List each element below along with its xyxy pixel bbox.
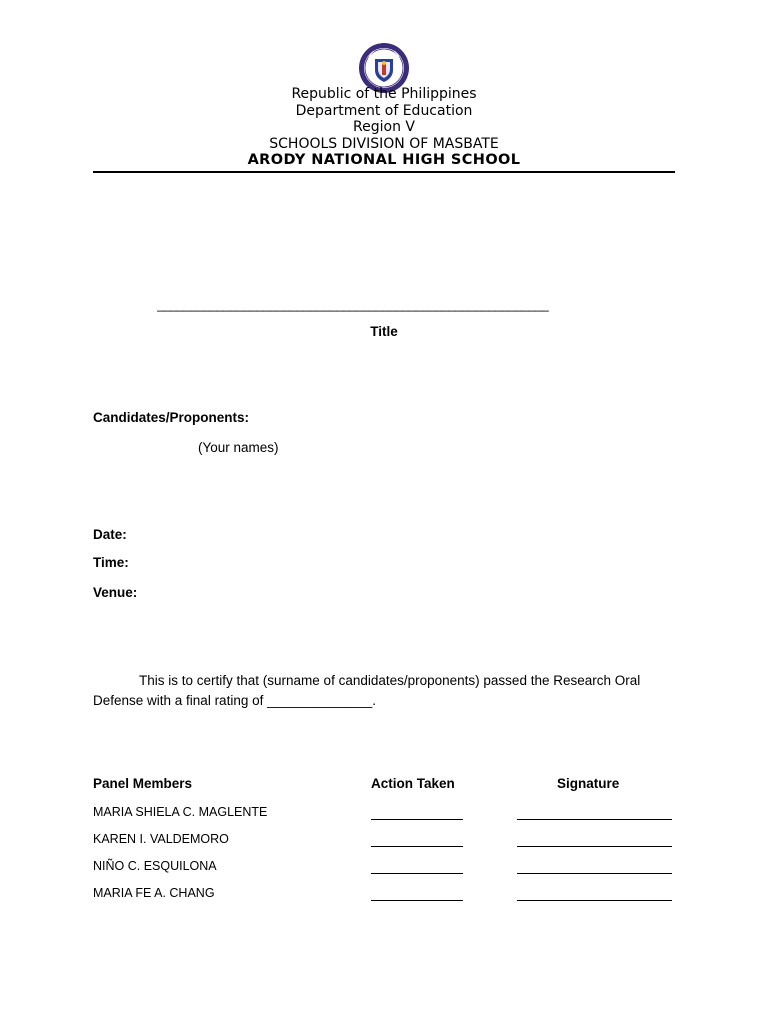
- header-department: Department of Education: [295, 102, 473, 119]
- certification-paragraph: [93, 671, 673, 710]
- action-taken-header: Action Taken: [371, 776, 455, 791]
- header-divider: [93, 171, 675, 173]
- header-division: SCHOOLS DIVISION OF MASBATE: [269, 135, 499, 152]
- action-taken-blank: [371, 900, 463, 901]
- action-taken-blank: [371, 873, 463, 874]
- candidates-label: Candidates/Proponents:: [93, 410, 250, 425]
- letterhead: [0, 86, 768, 169]
- action-taken-blank: [371, 846, 463, 847]
- signature-blank: [517, 873, 672, 874]
- panel-member: MARIA FE A. CHANG: [93, 886, 215, 900]
- action-taken-blank: [371, 819, 463, 820]
- header-region: Region V: [353, 119, 415, 135]
- signature-blank: [517, 819, 672, 820]
- certification-text: This is to certify that (surname of candidates/proponents) passed the Research Oral Defense with a final rating of ______________.: [93, 673, 641, 708]
- signature-blank: [517, 846, 672, 847]
- panel-members-header: Panel Members: [93, 776, 193, 791]
- title-blank-line: ___________________________________________________________: [157, 297, 549, 312]
- panel-member: MARIA SHIELA C. MAGLENTE: [93, 805, 268, 819]
- time-label: Time:: [93, 555, 129, 570]
- signature-blank: [517, 900, 672, 901]
- header-school-name: ARODY NATIONAL HIGH SCHOOL: [247, 152, 521, 168]
- date-label: Date:: [93, 527, 127, 542]
- panel-member: KAREN I. VALDEMORO: [93, 832, 229, 846]
- signature-header: Signature: [557, 776, 620, 791]
- title-label: Title: [370, 324, 398, 339]
- panel-member: NIÑO C. ESQUILONA: [93, 859, 217, 873]
- venue-label: Venue:: [93, 585, 138, 600]
- header-republic: Republic of the Philippines: [291, 86, 477, 102]
- candidates-names-placeholder: (Your names): [198, 440, 279, 455]
